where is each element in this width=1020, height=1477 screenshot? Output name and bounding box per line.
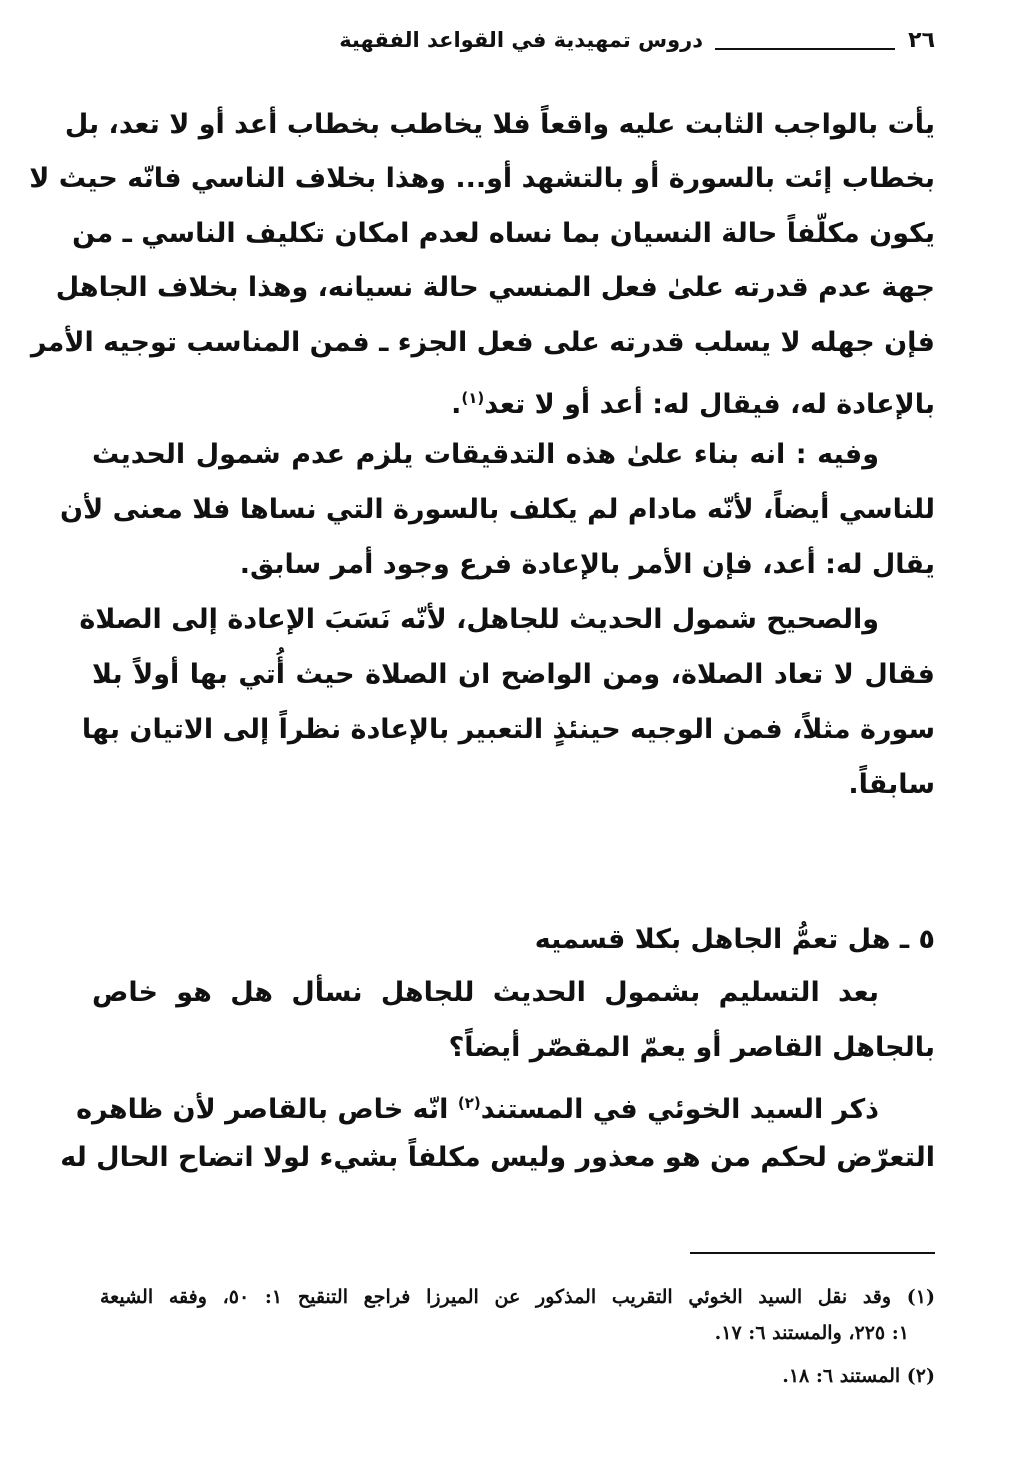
body-line: سابقاً. [848,769,935,800]
body-line [76,1081,935,1125]
body-line: فإن جهله لا يسلب قدرته على فعل الجزء ـ فمن المناسب توجيه الأمر [30,327,935,358]
body-text: انّه خاص بالقاصر لأن ظاهره [76,1094,458,1125]
running-title: دروس تمهيدية في القواعد الفقهية [339,28,703,52]
body-text: . [451,389,462,420]
body-line [92,376,935,420]
body-line: سورة مثلاً، فمن الوجيه حينئذٍ التعبير بالإعادة نظراً إلى الاتيان بها [81,714,935,745]
body-line: وفيه : انه بناء علىٰ هذه التدقيقات يلزم عدم شمول الحديث [92,439,879,470]
body-line: للناسي أيضاً، لأنّه مادام لم يكلف بالسورة التي نساها فلا معنى لأن [60,494,935,525]
footnote-1-cont: ١: ٢٢٥، والمستند ٦: ١٧. [714,1322,909,1344]
body-line: جهة عدم قدرته علىٰ فعل المنسي حالة نسيانه، وهذا بخلاف الجاهل [55,272,935,303]
footnote-1: (١) وقد نقل السيد الخوئي التقريب المذكور عن الميرزا فراجع التنقيح ١: ٥٠، وفقه الشيعة [100,1286,935,1308]
body-line: والصحيح شمول الحديث للجاهل، لأنّه نَسَبَ الإعادة إلى الصلاة [79,604,879,635]
header-rule [715,48,895,50]
body-line: فقال لا تعاد الصلاة، ومن الواضح ان الصلاة حيث أُتي بها أولاً بلا [92,659,935,690]
body-line: يكون مكلّفاً حالة النسيان بما نساه لعدم امكان تكليف الناسي ـ من [72,218,935,249]
body-line: بعد التسليم بشمول الحديث للجاهل نسأل هل هو خاص [92,977,879,1008]
body-line: التعرّض لحكم من هو معذور وليس مكلفاً بشيء لولا اتضاح الحال له [60,1142,935,1173]
page-number: ٢٦ [908,28,935,53]
body-line: بالجاهل القاصر أو يعمّ المقصّر أيضاً؟ [448,1032,935,1063]
body-text: ذكر السيد الخوئي في المستند [480,1094,879,1125]
footnote-ref[interactable]: (٢) [457,1094,481,1112]
footnote-ref[interactable]: (١) [461,389,485,407]
footnote-separator [690,1252,935,1254]
footnote-2: (٢) المستند ٦: ١٨. [782,1365,935,1387]
running-header [92,28,935,64]
body-line: يقال له: أعد، فإن الأمر بالإعادة فرع وجود أمر سابق. [239,549,935,580]
body-text: بالإعادة له، فيقال له: أعد أو لا تعد [484,389,935,420]
body-line: يأت بالواجب الثابت عليه واقعاً فلا يخاطب بخطاب أعد أو لا تعد، بل [64,109,935,140]
section-heading: ٥ ـ هل تعمُّ الجاهل بكلا قسميه [534,924,935,955]
body-line: بخطاب إئت بالسورة أو بالتشهد أو... وهذا بخلاف الناسي فانّه حيث لا [29,163,935,194]
